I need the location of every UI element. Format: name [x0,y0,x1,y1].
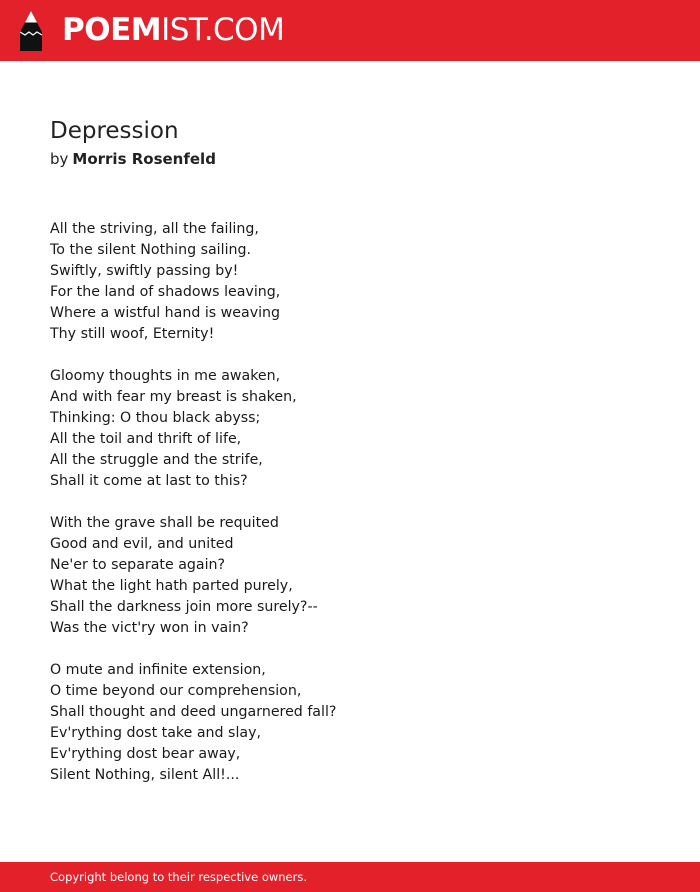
poem-line: O mute and infinite extension, [50,662,266,678]
poem-line: O time beyond our comprehension, [50,683,302,699]
poem-line: All the striving, all the failing, [50,221,259,237]
poem-line: Good and evil, and united [50,536,234,552]
logo-bold-text: POEM [62,12,162,48]
poem-line: Shall the darkness join more surely?-- [50,599,318,615]
stanza-3 [50,513,650,639]
poem-title: Depression [50,118,179,144]
site-logo[interactable] [62,12,284,48]
poem-line: And with fear my breast is shaken, [50,389,297,405]
poem-line: Ev'rything dost take and slay, [50,725,261,741]
poem-line: For the land of shadows leaving, [50,284,281,300]
by-label: by [50,150,69,168]
site-footer [0,862,700,892]
poem-line: Thy still woof, Eternity! [50,326,215,342]
poem-line: Ev'rything dost bear away, [50,746,241,762]
poem-line: To the silent Nothing sailing. [50,242,252,258]
poem-line: Was the vict'ry won in vain? [50,620,249,636]
poem-line: Shall it come at last to this? [50,473,248,489]
poem-line: All the toil and thrift of life, [50,431,242,447]
copyright-notice: Copyright belong to their respective owners. [50,870,308,884]
poem-body [50,219,650,807]
site-header [0,0,700,61]
poem-line: What the light hath parted purely, [50,578,293,594]
poem-line: Gloomy thoughts in me awaken, [50,368,281,384]
poem-line: Shall thought and deed ungarnered fall? [50,704,337,720]
poem-line: Thinking: O thou black abyss; [50,410,261,426]
poem-line: With the grave shall be requited [50,515,279,531]
byline [50,149,216,169]
stanza-1 [50,219,650,345]
poem-line: Swiftly, swiftly passing by! [50,263,239,279]
stanza-4 [50,660,650,786]
poem-line: Ne'er to separate again? [50,557,226,573]
author-name: Morris Rosenfeld [72,150,216,168]
stanza-2 [50,366,650,492]
pencil-tip-icon[interactable] [18,10,44,52]
logo-light-text: IST.COM [161,12,285,48]
poem-line: All the struggle and the strife, [50,452,263,468]
poem-line: Where a wistful hand is weaving [50,305,281,321]
poem-line: Silent Nothing, silent All!... [50,767,240,783]
